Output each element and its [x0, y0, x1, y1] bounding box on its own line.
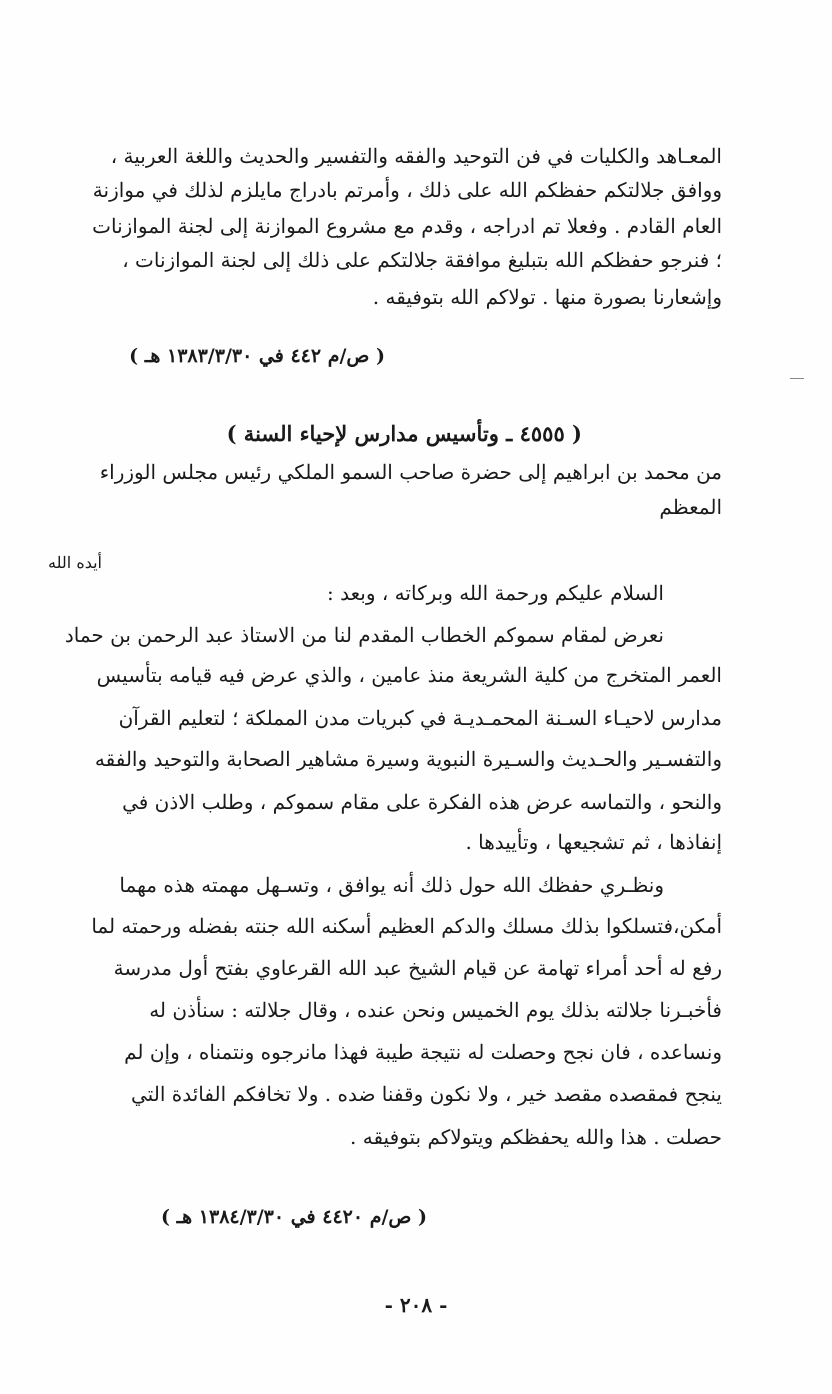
salutation: أيده الله — [48, 553, 102, 572]
paragraph-line: فأخبـرنا جلالته بذلك يوم الخميس ونحن عنده ، وقال جلالته : سنأذن له — [149, 998, 722, 1022]
paragraph-line: والنحو ، والتماسه عرض هذه الفكرة على مقام سموكم ، وطلب الاذن في — [122, 790, 722, 814]
paragraph-line: ينجح فمقصده مقصد خير ، ولا نكون وقفنا ضده . ولا تخافكم الفائدة التي — [131, 1082, 722, 1106]
paragraph-line: ونظـري حفظك الله حول ذلك أنه يوافق ، وتسـهل مهمته هذه مهما — [119, 873, 664, 897]
text-line: ووافق جلالتكم حفظكم الله على ذلك ، وأمرتم بادراج مايلزم لذلك في موازنة — [92, 178, 722, 202]
paragraph-line: العمر المتخرج من كلية الشريعة منذ عامين ، والذي عرض فيه قيامه بتأسيس — [96, 663, 722, 687]
paragraph-line: رفع له أحد أمراء تهامة عن قيام الشيخ عبد الله القرعاوي بفتح أول مدرسة — [113, 956, 722, 980]
text-line: العام القادم . وفعلا تم ادراجه ، وقدم مع مشروع الموازنة إلى لجنة الموازنات — [92, 214, 722, 238]
text-line: المعـاهد والكليات في فن التوحيد والفقه والتفسير والحديث واللغة العربية ، — [110, 144, 722, 168]
text-line: ؛ فنرجو حفظكم الله بتبليغ موافقة جلالتكم على ذلك إلى لجنة الموازنات ، — [122, 248, 722, 272]
paragraph-line: أمكن،فتسلكوا بذلك مسلك والدكم العظيم أسكنه الله جنته بفضله ورحمته لما — [91, 914, 722, 938]
section-heading: ( ٤٥٥٥ ـ وتأسيس مدارس لإحياء السنة ) — [226, 421, 582, 446]
paragraph-line: حصلت . هذا والله يحفظكم ويتولاكم بتوفيقه . — [350, 1125, 722, 1149]
page-number: - ٢٠٨ - — [384, 1293, 448, 1317]
greeting-line: السلام عليكم ورحمة الله وبركاته ، وبعد : — [327, 581, 664, 605]
paragraph-line: إنفاذها ، ثم تشجيعها ، وتأييدها . — [465, 830, 722, 854]
paragraph-line: نعرض لمقام سموكم الخطاب المقدم لنا من الاستاذ عبد الرحمن بن حماد — [64, 623, 664, 647]
paragraph-line: ونساعده ، فان نجح وحصلت له نتيجة طيبة فهذا مانرجوه ونتمناه ، وإن لم — [124, 1040, 722, 1064]
reference-note: ( ص/م ٤٤٢ في ١٣٨٣/٣/٣٠ هـ ) — [129, 345, 385, 367]
paragraph-line: والتفسـير والحـديث والسـيرة النبوية وسيرة مشاهير الصحابة والتوحيد والفقه — [94, 747, 722, 771]
text-line: وإشعارنا بصورة منها . تولاكم الله بتوفيقه . — [372, 285, 722, 309]
address-line: المعظم — [659, 495, 722, 519]
paragraph-line: مدارس لاحيـاء السـنة المحمـديـة في كبريات مدن المملكة ؛ لتعليم القرآن — [118, 706, 722, 730]
reference-note: ( ص/م ٤٤٢٠ في ١٣٨٤/٣/٣٠ هـ ) — [160, 1206, 427, 1228]
address-line: من محمد بن ابراهيم إلى حضرة صاحب السمو الملكي رئيس مجلس الوزراء — [99, 460, 722, 484]
scan-speck — [790, 378, 804, 379]
